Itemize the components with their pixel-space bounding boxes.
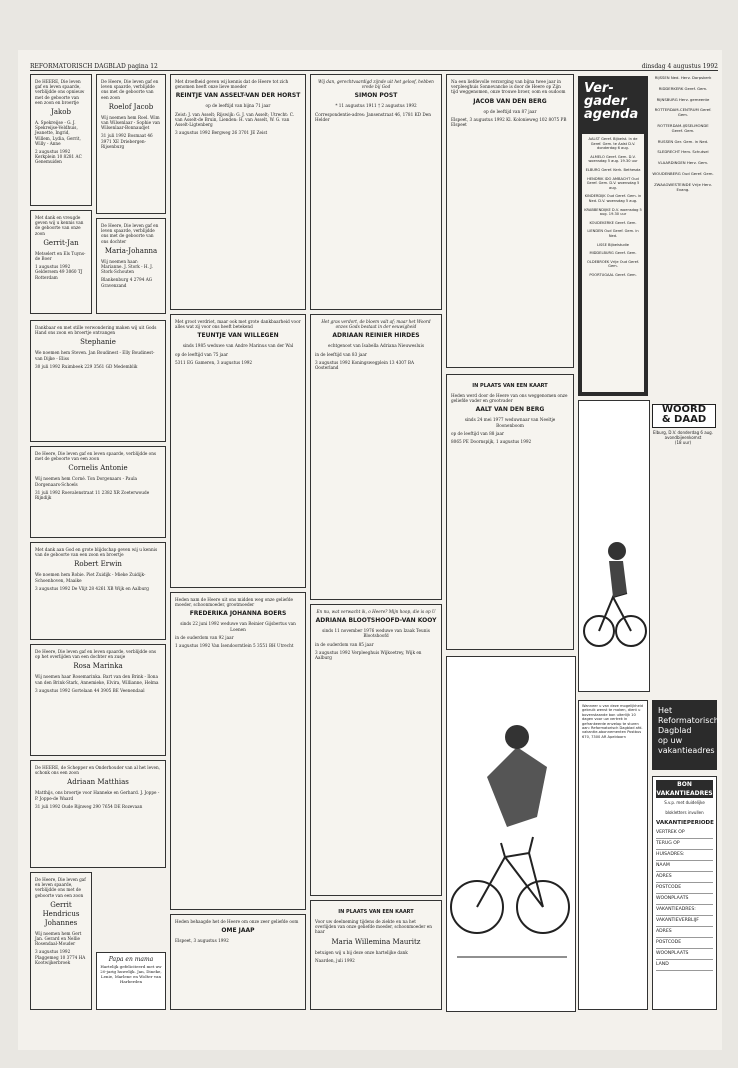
ad-body: We noemen hem Robie. Piet Zuidijk - Mieke Zuidijk-Schoenhoven, Maaike [35,572,146,583]
death-ad-jacob [446,74,574,368]
death-ad-frederika [170,592,306,910]
form-field[interactable]: VAKANTIEVERBLIJF [656,916,713,927]
ad-name: ADRIANA BLOOTSHOOFD-VAN KOOY [315,617,437,625]
ad-body: Wij noemen hem Gert Jan. Gerard en Nellie Rosendaal-Mouder [35,930,82,947]
ad-name: Maria-Johanna [104,246,158,255]
ad-intro: Wij dan, gerechtvaardigd zijnde uit het geloof, hebben vrede bij God [318,79,434,90]
agenda-entry: RIDDERKERK Geref. Gem. [658,85,708,91]
ad-intro: Met dank aan God en grote blijdschap geven wij u kennis van de geboorte van een zoon en broertje [35,547,158,558]
agenda-entry: ROTTERDAM-IJSSELMONDE Geref. Gem. [657,122,709,133]
agenda-entry: ALMELO Geref. Gem. D.V. woensdag 5 aug. 19.30 uur [588,154,638,164]
ad-intro: De HEERE, Die leven gaf en leven spaarde, verblijdde ons opnieuw met de geboorte van een zoon en broertje [35,79,85,105]
ad-intro: Met groot verdriet, maar ook met grote dankbaarheid voor alles wat zij voor ons heeft betekend [175,319,301,330]
birth-ad-gerrit-jan [30,210,92,314]
birth-ad-robert [30,542,166,640]
agenda-entry: AALST Geref. Bijbelst. In de Geref. Gem. te Aalst D.V. donderdag 6 aug. [588,137,638,151]
ad-intro: De Heere, Die leven gaf en leven spaarde, verblijdde ons met de geboorte van een zoon [101,79,159,100]
woord-info [652,430,714,445]
paper-name: REFORMATORISCH DAGBLAD pagina 12 [30,63,158,70]
ad-name: TEUNTJE VAN WILLEGEN [197,332,279,340]
ad-name: Roelof Jacob [108,102,154,111]
agenda-entry: SLEDRECHT Herv. Schutsel [657,149,709,155]
ad-date: Blankenburg 4 2794 AG Gravenzand [101,277,153,288]
ad-body: Wij noemen hem Corné. Ton Dorgenaars - Paula Dorgenaars-Schoels [35,476,138,487]
ad-date: 31 juli 1992 Roevalenstraat 11 2382 XR Zoeterwoude Rijndijk [35,489,150,501]
paper-date: dinsdag 4 augustus 1992 [641,63,718,70]
form-field[interactable]: POSTCODE [656,883,713,894]
birth-ad-jakob [30,74,92,206]
agenda-entry: LISSE Bijbelstudie [596,242,630,247]
ad-age: in de ouderdom van 92 jaar [175,634,234,640]
death-ad-ome-jaap [170,914,306,1010]
form-field[interactable]: NAAM [656,861,713,872]
ad-date: 2 augustus 1992 Kerkplein 10 8281 AC Genemuiden [35,149,82,165]
papa-mama-ad [96,952,166,1010]
ad-body: Hartelijk gefeliciteerd met uw 20-jarig huwelijk. Jan, Dineke, Lenie, Marlene en Wolter van Harberden [100,964,162,984]
ad-body: Wij noemen hem Roel. Wim van Wilsenlaar - Sophie van Wilsenlaar-Bonnaudjet [101,114,161,131]
birth-ad-cornelis [30,446,166,538]
ad-intro: Heden nam de Heere uit ons midden weg onze geliefde moeder, schoonmoeder, grootmoeder [175,597,293,608]
ad-intro: De Heere, Die leven gaf en leven spaarde, verblijdde ons op het overlijden van een dochter en zusje [35,649,157,660]
ad-family: Zeist: J. van Asselt; Rijswijk: G. J. van Asselt; Utrecht: C. van Asselt-de Bruin, Lienden: H. van Asselt, W. G. van Asselt-Ligtenberg [175,111,295,128]
ad-intro: De Heere, Die leven gaf en leven spaarde, verblijdde ons met de geboorte van een zoon [35,877,86,898]
form-field[interactable]: WOONPLAATS [656,894,713,905]
agenda-entry: OLDEBROEK Vrije Oud Geref. Gem. [587,259,639,269]
cyclist-drawing-icon [579,401,649,691]
ad-name: ADRIAAN REINIER HIRDES [332,332,420,340]
ad-intro: IN PLAATS VAN EEN KAART [338,909,414,915]
promo-line: vakantieadres [658,746,715,755]
ad-date: 1 augustus 1992 Van Isendoorntlein 5 3551 BH Utrecht [175,643,294,649]
birth-ad-maria [96,218,166,314]
form-title: BON VAKANTIEADRES [656,781,713,797]
birth-ad-gerrit-hendricus [30,872,92,1010]
woord-info-time: (18 uur) [674,440,692,445]
ad-body: A. Spekreijse - G. J. Spekreijse-Veldhuis, Jeanette, Ingrid, Willem, Lydia, Gerrit, Willy - Anne [35,120,81,146]
death-ad-reintje [170,74,306,310]
birth-ad-roelof [96,74,166,214]
agenda-entry: KINDERDIJK Oud Geref. Gem. in Ned. D.V. woensdag 5 aug. [584,194,642,203]
ad-name: SIMON POST [354,92,398,100]
ad-sub: sinds 11 november 1976 weduwe van Izaak Teunis Blootshoofd [322,628,430,639]
form-rows [656,828,713,971]
form-field[interactable]: VAKANTIEADRES: [656,905,713,916]
ad-dates: * 11 augustus 1911 † 2 augustus 1992 [335,103,417,109]
bicycle-illustration [446,656,576,1012]
ad-date: 3 augustus 1992 Plaggemeg 10 3774 HA Kootwijkerbroek [35,949,86,965]
agenda-entry: KOUDEKERKE Geref. Gem. [589,220,637,225]
agenda-title [578,76,648,121]
agenda-entry: RIJSSEN Ned. Herv. Dorpskerk [654,76,712,80]
ad-sub: echtgenoot van Isabella Adriana Nieuwesluis [328,343,424,349]
ad-sub: betuigen wij u bij deze onze hartelijke dank [315,949,408,955]
form-field[interactable]: LAND [656,960,713,971]
agenda-title-line: agenda [584,107,639,122]
ad-date: 3 augustus 1992 De Vlijt 28 4261 XB Wijk en Aalburg [35,585,149,591]
vacation-address-form [652,776,717,1010]
form-field[interactable]: ADRES [656,927,713,938]
ad-age: op de leeftijd van 88 jaar [451,430,505,436]
agenda-entry: ZWAAGWESTEINDE Vrije Herv. Evang. [654,181,712,192]
ad-intro: Dankbaar en met stille verwondering maken wij uit Gods Hand ons zoon en broertje ontvangen [35,325,157,336]
agenda-entry: POORTUGAAL Geref. Gem. [589,272,637,277]
notice-text: Wanneer u van deze mogelijkheid gebruik wenst te maken, dient u bovenstaande bon uiterlijk 10 dagen voor uw vertrek in gefrankeerde envelop te sturen aan: Reformatorisch Dagblad afd. vakantie-abonnementen Postbus 670, 7300 AR Apeldoorn [582,704,644,739]
birth-ad-rosa [30,644,166,756]
ad-age: in de leeftijd van 83 jaar [315,351,367,357]
form-period-title: VAKANTIEPERIODE [656,820,714,826]
ad-name: Jakob [51,108,71,117]
ad-date: Elspeet, 3 augustus 1992 Kl. Kolonieweg 102 8075 PB Elspeet [451,116,567,128]
ad-date: 30 juli 1992 Ruimbeek 229 3561 GD Medemblik [35,363,138,369]
ad-intro: Het gras verdort, de bloem valt af; maar het Woord onzes Gods bestaat in der eeuwigheid [321,319,431,330]
ad-body: Matthijs, ons broertje voor Hanneke en Gerhard. J. Joppe - P. Joppe-de Waard [35,790,160,801]
agenda-entry: MIDDELBURG Geref. Gem. [589,251,637,256]
ad-date: 1 augustus 1992 Geldersem 49 3060 TJ Rotterdam [35,264,83,280]
form-field[interactable]: VERTREK OP [656,828,713,839]
ad-name: Gerrit Hendricus Johannes [42,900,80,927]
birth-ad-stephanie [30,320,166,442]
death-ad-aalt [446,374,574,650]
logo-line: WOORD [661,404,707,415]
woord-en-daad-logo [652,404,716,428]
ad-age: in de ouderdom van 85 jaar [315,641,374,647]
agenda-entry: HENDRIK IDO AMBACHT Oud Geref. Gem. D.V. woensdag 5 aug. [586,176,640,190]
ad-date: 3 augustus 1992 Koningswegplein 13 4307 BA Oosterland [315,359,415,371]
ad-date: 8065 PE Doornspijk, 1 augustus 1992 [451,439,532,445]
death-ad-teuntje [170,314,306,588]
ad-name: OME JAAP [221,927,255,935]
agenda-entry: WOUDENBERG Oud Geref. Gem. [652,170,714,176]
ad-name: Maria Willemina Mauritz [331,937,421,946]
ad-name: Gerrit-Jan [43,238,79,247]
death-ad-adriaan-hirdes [310,314,442,600]
form-field[interactable]: TERUG OP [656,839,713,850]
agenda-title-line: gader [584,94,627,109]
ad-name: Rosa Marinka [73,662,123,671]
agenda-entry: ROTTERDAM-CENTRUM Geref. Gem. [654,107,712,118]
ad-name: REINTJE VAN ASSELT-VAN DER HORST [175,92,301,100]
ad-intro: Met droefheid geven wij kennis dat de Heere tot zich genomen heeft onze lieve moeder [175,79,289,90]
ad-date: Elspeet, 3 augustus 1992 [175,938,229,944]
agenda-entry: VLAARDINGEN Herv. Gem. [657,160,709,166]
agenda-title-line: Ver- [584,81,614,96]
form-field[interactable]: WOONPLAATS [656,949,713,960]
ad-intro: Met dank en vreugde geven wij u kennis van de geboorte van onze zoon [35,215,84,236]
ad-intro: IN PLAATS VAN EEN KAART [472,383,548,389]
ad-sub: sinds 24 mei 1977 weduwnaar van Neeltje Boonenboom [464,417,556,428]
agenda-entry: RUSSEN Ger. Gem. in Ned. [657,138,709,144]
ad-age: op de leeftijd van 75 jaar [175,351,229,357]
bicycle-drawing-icon [447,657,575,1011]
ad-body: Wij noemen haar: Marianne. J. Stork - H. J. Stork-Schouten [101,258,153,275]
ad-date: 31 juli 1992 Bosmaat 46 3971 XE Driebergen-Rijsenburg [101,133,153,149]
promo-line: Reformatorisch Dagblad [658,716,719,735]
death-ad-adriana [310,604,442,896]
ad-body: Metselert en Els Tuyns-de Boer [35,250,86,262]
ad-age: op de leeftijd van bijna 71 jaar [205,103,271,109]
ad-date: 31 juli 1992 Oude Rijnweg 290 7654 DE Rozevaan [35,803,143,809]
vacation-notice [578,700,648,1010]
ad-name: Papa en mama [108,956,154,963]
agenda-entry: RIJNSBURG Herv. gemeente [656,96,710,102]
ad-date: 3 augustus 1992 Gortelaan 44 3905 BE Veenendaal [35,687,145,693]
ad-sub-intro: Heden werd door de Heere van ons weggenomen onze geliefde vader en grootvader [451,393,568,404]
promo-banner [652,700,717,770]
ad-date: 3 augustus 1992 Verpleeghuis Wijkoetrey, Wijk en Aalburg [315,649,422,661]
agenda-right-column [652,76,714,396]
ad-sub: sinds 22 juni 1992 weduwe van Reinier Gijsbertus van Loenen [180,621,296,632]
ad-name: Stephanie [80,338,116,347]
ad-body: Wij noemen haar Rosemarinka. Bart van den Brink - Ilona van den Brink-Stark, Annemieke, Elvira, Willianne, Helma [35,674,159,685]
ad-sub: sinds 1985 weduwe van Andre Marinus van der Wal [182,343,294,349]
ad-name: FREDERIKA JOHANNA BOERS [189,610,287,618]
ad-age: op de leeftijd van 87 jaar [483,108,537,114]
ad-intro: Na een liefdevolle verzorging van bijna twee jaar in verpleeghuis Sonnevancke is door de Heere op Zijn tijd weggenomen, onze trouwe broer, oom en oudoom [451,79,566,95]
promo-line: op uw [658,736,683,745]
agenda-entry: LIENDEN Oud Geref. Gem. in Ned. [587,229,639,238]
ad-date: 5311 EG Gameren, 3 augustus 1992 [175,359,253,365]
birth-ad-adriaan-matthias [30,760,166,868]
meeting-agenda [578,76,648,396]
agenda-list [582,134,644,392]
ad-name: Adriaan Matthias [67,778,129,787]
agenda-entry: ELBURG Geref. Kerk. Bethesda [585,167,641,172]
woord-info-text: Elburg, D.V. donderdag 6 aug. avondbijeenkomst [653,430,713,440]
death-ad-willemina [310,900,442,1010]
promo-line: Het [658,706,673,715]
ad-intro: En nu, wat verwacht ik, o Heere? Mijn hoop, die is op U [316,609,436,614]
form-subtitle: S.v.p. met duidelijke blokletters invullen [664,800,705,815]
form-field[interactable]: ADRES [656,872,713,883]
ad-sub-intro: Voor uw deelneming tijdens de ziekte en na het overlijden van onze geliefde moeder, schoonmoeder en haar [315,919,432,935]
ad-intro: De Heere, Die leven gaf en leven spaarde, verblijdde ons met de geboorte van een zoon [35,451,157,462]
ad-date: Naarden, juli 1992 [315,957,355,963]
agenda-entry: KRABBENDIJKE D.V. woensdag 5 aug. 19.30 uur [584,207,642,217]
logo-line: & DAAD [661,414,707,425]
ad-name: JACOB VAN DEN BERG [473,97,547,105]
ad-date: 3 augustus 1992 Bergweg 26 3701 JE Zeist [175,130,268,136]
page-header [30,58,718,71]
ad-name: Robert Erwin [74,560,122,569]
cyclist-illustration [578,400,650,692]
ad-name: AALT VAN DEN BERG [475,406,545,414]
ad-body: We noemen hem Steven. Jan Boudinest - Elly Boudinest-van Dijke - Eliss [35,350,155,361]
ad-intro: De Heere, Die leven gaf en leven spaarde, verblijdde ons met de geboorte van ons dochter [101,223,159,244]
ad-name: Cornelis Antonie [68,464,128,473]
ad-intro: Heden behaagde het de Heere om onze zeer geliefde oom [175,919,299,924]
ad-intro: De HEERE, de Schepper en Onderhouder van al het leven, schonk ons een zoon [35,765,160,776]
death-ad-simon [310,74,442,310]
form-field[interactable]: POSTCODE [656,938,713,949]
form-field[interactable]: HUISADRES: [656,850,713,861]
ad-date: Correspondentie-adres: Jansenstraat 46, 1781 KD Den Helder [315,111,431,122]
